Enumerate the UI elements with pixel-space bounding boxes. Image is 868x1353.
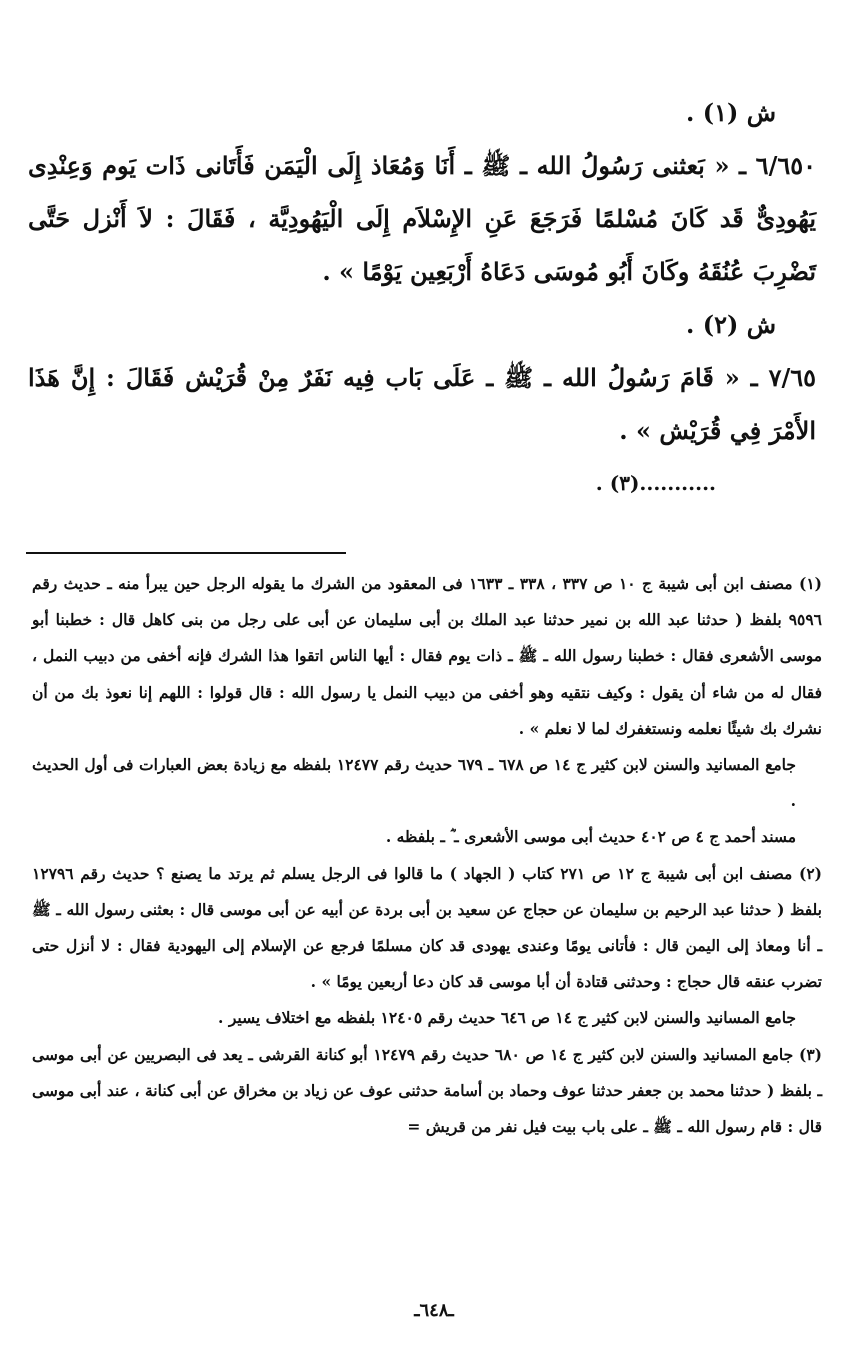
footnote-1: (١) مصنف ابن أبى شيبة ج ١٠ ص ٣٣٧ ، ٣٣٨ ـ ١٦٣٣ فى المعقود من الشرك ما يقوله الرجل حين يبرأ منه ـ حديث رقم ٩٥٩٦ بلفظ ( حدثنا عبد الله بن نمير حدثنا عبد الملك بن أبى سليمان عن أبى على رجل من بنى كاهل قال : خطبنا أبو موسى الأشعرى فقال : خطبنا رسول الله ـ ﷺ ـ ذات يوم فقال : أيها الناس اتقوا هذا الشرك فإنه أخفى من دبيب النمل ، فقال له من شاء أن يقول : وكيف نتقيه وهو أخفى من دبيب النمل يا رسول الله : قال قولوا : اللهم إنا نعوذ بك من أن نشرك بك شيئًا نعلمه ونستغفرك لما لا نعلم » . [32,574,822,738]
source-marker-2: ش (٢) . [686,310,776,339]
footnote-1-ref-ahmad: مسند أحمد ج ٤ ص ٤٠٢ حديث أبى موسى الأشعرى ـ ؓ ـ بلفظه . [385,827,796,847]
footnote-divider [26,552,346,554]
footnote-3: (٣) جامع المسانيد والسنن لابن كثير ج ١٤ ص ٦٨٠ حديث رقم ١٢٤٧٩ أبو كنانة القرشى ـ يعد فى البصريين عن أبى موسى ـ بلفظ ( حدثنا محمد بن جعفر حدثنا عوف وحماد بن أسامة حدثنى عوف عن زياد بن مخراق عن أبى كنانة ، عند أبى موسى قال : قام رسول الله ـ ﷺ ـ على باب بيت فيل نفر من قريش = [32,1044,822,1137]
footnote-2: (٢) مصنف ابن أبى شيبة ج ١٢ ص ٢٧١ كتاب ( الجهاد ) ما قالوا فى الرجل يسلم ثم يرتد ما يصنع ؟ حديث رقم ١٢٧٩٦ بلفظ ( حدثنا عبد الرحيم بن سليمان عن حجاج عن سعيد بن أبى بردة عن أبيه عن أبى موسى قال : بعثنى رسول الله ـ ﷺ ـ أنا ومعاذ إلى اليمن قال : فأتانى يومًا وعندى يهودى قد كان مسلمًا فرجع عن الإسلام إلى اليهودية فقال : لا أنزل حتى تضرب عنقه قال حجاج : وحدثنى قتادة أن أبا موسى قد كان دعا أربعين يومًا » . [32,863,822,992]
page-number: ـ٦٤٨ـ [414,1300,454,1321]
footnotes [32,566,822,1145]
footnote-1-ref-ibn-kathir: جامع المسانيد والسنن لابن كثير ج ١٤ ص ٦٧٨ ـ ٦٧٩ حديث رقم ١٢٤٧٧ بلفظه مع زيادة بعض العبارات فى أول الحديث . [32,755,796,811]
hadith-65-7: ٧/٦٥ ـ « قَامَ رَسُولُ الله ـ ﷺ ـ عَلَى بَاب فِيه نَفَرٌ مِنْ قُرَيْش فَقَالَ : إِنَّ هَذَا الأَمْرَ فِي قُرَيْش » . [28,363,816,445]
source-marker-1: ش (١) . [686,98,776,127]
ellipsis-marker-3: ...........(٣) . [595,471,716,495]
footnote-2-ref-ibn-kathir: جامع المسانيد والسنن لابن كثير ج ١٤ ص ٦٤٦ حديث رقم ١٢٤٠٥ بلفظه مع اختلاف يسير . [218,1008,796,1028]
hadith-650-6: ٦/٦٥٠ ـ « بَعثنى رَسُولُ الله ـ ﷺ ـ أَنَا وَمُعَاذ إِلَى الْيَمَن فَأَتَانى ذَات يَوم وَعِنْدِى يَهُودِىٌّ قَد كَانَ مُسْلمًا فَرَجَعَ عَنِ الإِسْلاَم إِلَى الْيَهُودِيَّة ، فَقَالَ : لاَ أَنْزل حَتَّى تَضْرِبَ عُنُقَهُ وكَانَ أَبُو مُوسَى دَعَاهُ أَرْبَعِين يَوْمًا » . [28,151,816,286]
main-text [28,86,816,510]
